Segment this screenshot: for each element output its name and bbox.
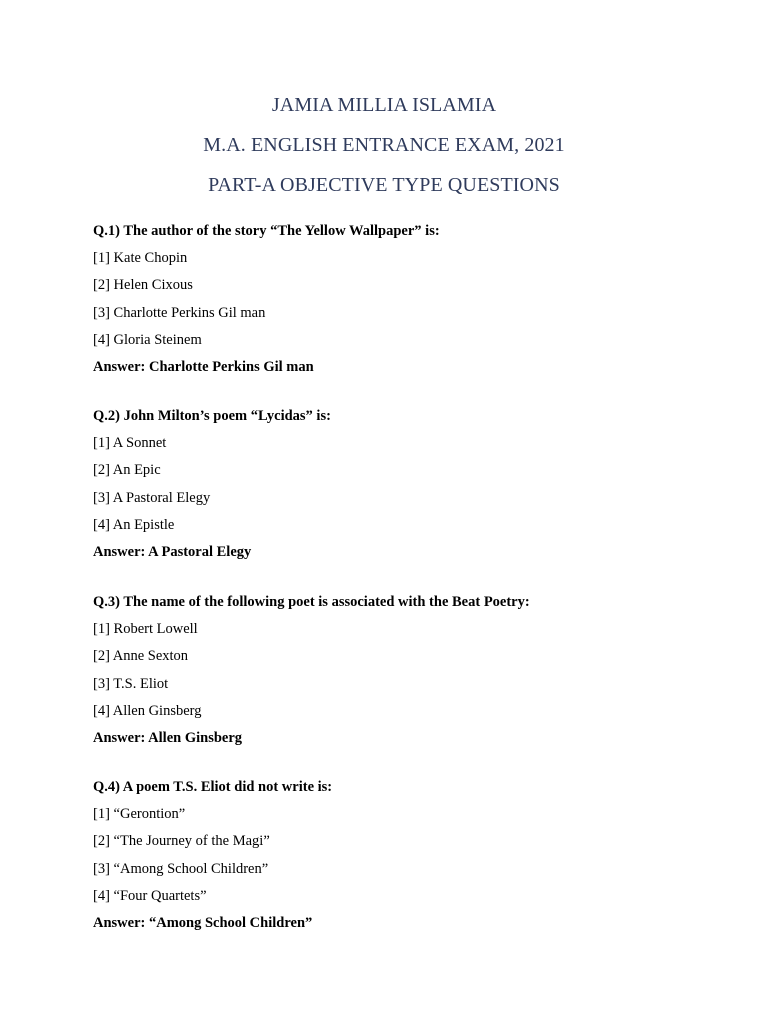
option-item: [1] Robert Lowell	[93, 621, 198, 638]
option-item: [3] T.S. Eliot	[93, 675, 169, 692]
option-item: [4] Gloria Steinem	[93, 331, 202, 348]
option-item: [2] “The Journey of the Magi”	[93, 833, 270, 850]
option-item: [2] An Epic	[93, 462, 161, 479]
answer-text: Answer: A Pastoral Elegy	[93, 543, 252, 560]
question-text: Q.2) John Milton’s poem “Lycidas” is:	[93, 408, 331, 424]
option-item: [2] Anne Sexton	[93, 648, 189, 665]
institution-title: JAMIA MILLIA ISLAMIA	[271, 94, 497, 116]
option-item: [4] “Four Quartets”	[93, 887, 207, 904]
question-block-2	[93, 403, 733, 566]
option-item: [1] A Sonnet	[93, 435, 167, 452]
option-item: [4] Allen Ginsberg	[93, 702, 202, 719]
question-block-3	[93, 589, 733, 752]
question-block-4	[93, 774, 733, 937]
option-item: [2] Helen Cixous	[93, 277, 193, 294]
question-text: Q.3) The name of the following poet is associated with the Beat Poetry:	[93, 594, 530, 610]
option-item: [3] Charlotte Perkins Gil man	[93, 304, 266, 321]
document-header	[0, 85, 768, 205]
option-item: [3] “Among School Children”	[93, 860, 269, 877]
answer-text: Answer: Allen Ginsberg	[93, 729, 243, 746]
answer-text: Answer: “Among School Children”	[93, 914, 313, 931]
option-item: [1] “Gerontion”	[93, 806, 186, 823]
answer-text: Answer: Charlotte Perkins Gil man	[93, 358, 314, 375]
question-text: Q.4) A poem T.S. Eliot did not write is:	[93, 779, 333, 795]
question-block-1	[93, 218, 733, 381]
question-text: Q.1) The author of the story “The Yellow Wallpaper” is:	[93, 223, 440, 239]
section-title: PART-A OBJECTIVE TYPE QUESTIONS	[208, 174, 560, 196]
option-item: [3] A Pastoral Elegy	[93, 489, 211, 506]
exam-title: M.A. ENGLISH ENTRANCE EXAM, 2021	[203, 134, 565, 156]
option-item: [1] Kate Chopin	[93, 250, 188, 267]
option-item: [4] An Epistle	[93, 516, 175, 533]
